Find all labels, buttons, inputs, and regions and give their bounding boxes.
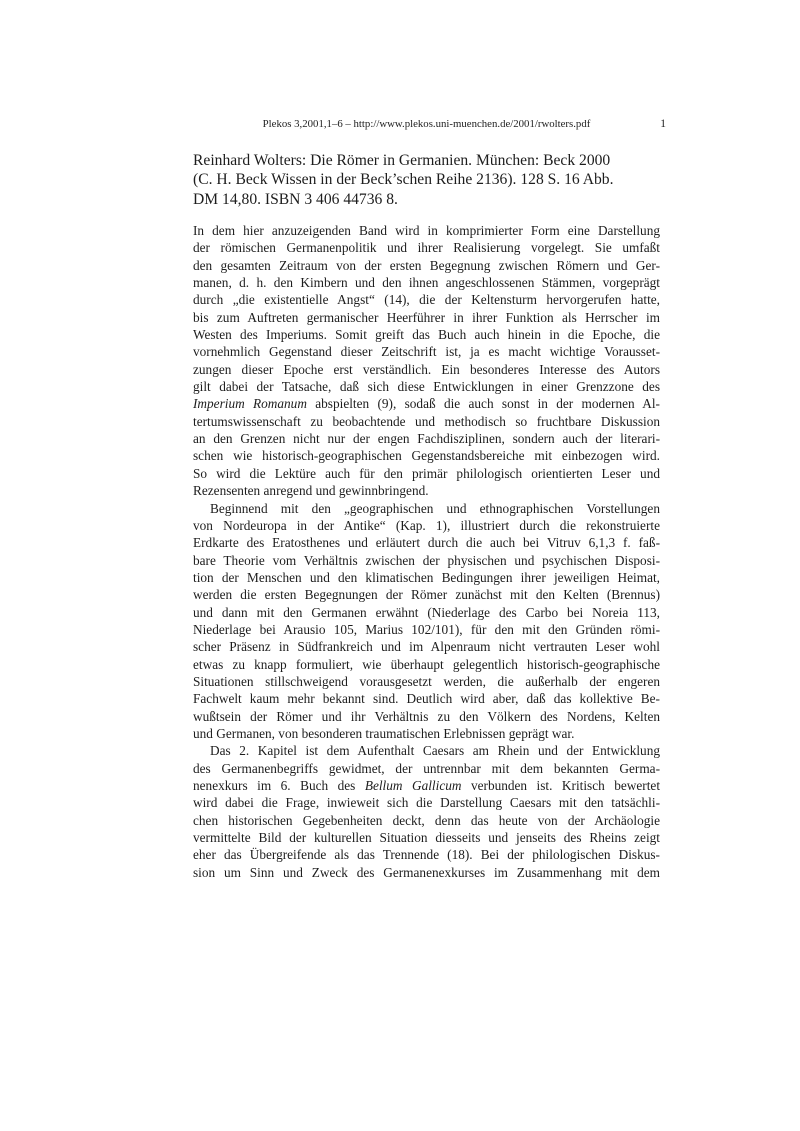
text-line: So wird die Lektüre auch für den primär philologisch orientierten Leser und (193, 465, 660, 481)
text-line: bare Theorie vom Verhältnis zwischen der physischen und psychischen Disposi- (193, 552, 660, 568)
text-line: Imperium Romanum abspielten (9), sodaß die auch sonst in der modernen Al- (193, 396, 660, 412)
title-line: (C. H. Beck Wissen in der Beck’schen Reihe 2136). 128 S. 16 Abb. (193, 171, 614, 189)
title-line: Reinhard Wolters: Die Römer in Germanien. München: Beck 2000 (193, 152, 611, 169)
running-header (193, 118, 666, 131)
title-line: DM 14,80. ISBN 3 406 44736 8. (193, 190, 398, 208)
text-line: sion um Sinn und Zweck des Germanenexkurses im Zusammenhang mit dem (193, 864, 660, 880)
text-line: von Nordeuropa in der Antike“ (Kap. 1), illustriert durch die rekonstruierte (193, 517, 660, 533)
text-line: Fachwelt kaum mehr bekannt sind. Deutlich wird aber, daß das kollektive Be- (193, 691, 660, 707)
text-line: vornehmlich Gegenstand dieser Zeitschrift ist, ja es macht wichtige Vorausset- (193, 344, 660, 360)
text-line: wußtsein der Römer und ihr Verhältnis zu den Völkern des Nordens, Kelten (193, 708, 660, 724)
body-text (193, 222, 660, 881)
text-line: schen wie historisch-geographischen Gegenstandsbereiche mit einbezogen wird. (193, 448, 660, 464)
text-line: werden die ersten Begegnungen der Römer zunächst mit den Kelten (Brennus) (193, 587, 660, 603)
text-line: Beginnend mit den „geographischen und ethnographischen Vorstellungen (210, 500, 660, 516)
text-line: und Germanen, von besonderen traumatischen Erlebnissen geprägt war. (193, 725, 575, 741)
text-line: wird dabei die Frage, inwieweit sich die Darstellung Caesars mit den tatsächli- (193, 795, 660, 811)
text-line: In dem hier anzuzeigenden Band wird in komprimierter Form eine Darstellung (193, 223, 660, 238)
text-line: scher Präsenz in Südfrankreich und im Alpenraum nicht vertrauten Leser wohl (193, 639, 660, 655)
text-line: Das 2. Kapitel ist dem Aufenthalt Caesars am Rhein und der Entwicklung (210, 743, 660, 759)
paragraph (193, 222, 660, 500)
text-line: und dann mit den Germanen erwähnt (Niederlage des Carbo bei Noreia 113, (193, 604, 660, 620)
text-line: den gesamten Zeitraum von der ersten Begegnung zwischen Römern und Ger- (193, 257, 660, 273)
header-citation: Plekos 3,2001,1–6 – http://www.plekos.uni-muenchen.de/2001/rwolters.pdf (262, 118, 591, 130)
text-line: Niederlage bei Arausio 105, Marius 102/101), für den mit den Gründen römi- (193, 621, 660, 637)
text-line: tion der Menschen und den klimatischen Bedingungen ihrer jeweiligen Heimat, (193, 569, 660, 585)
text-line: eher das Übergreifende als das Trennende (18). Bei der philologischen Diskus- (193, 847, 660, 863)
text-line: nenexkurs im 6. Buch des Bellum Gallicum verbunden ist. Kritisch bewertet (193, 778, 661, 793)
text-line: Rezensenten anregend und gewinnbringend. (193, 483, 429, 499)
text-line: zungen dieser Epoche erst verständlich. Ein besonderes Interesse des Autors (193, 361, 660, 377)
text-line: gilt dabei der Tatsache, daß sich diese Entwicklungen in einer Grenzzone des (193, 379, 660, 395)
text-line: an den Grenzen nicht nur der engen Fachdisziplinen, sondern auch der literari- (193, 431, 660, 447)
text-line: Situationen stillschweigend vorausgesetzt werden, die außerhalb der engeren (193, 673, 660, 689)
text-line: manen, d. h. den Kimbern und den ihnen angeschlossenen Stämmen, vorgeprägt (193, 275, 660, 291)
text-line: chen historischen Gegebenheiten deckt, denn das heute von der Archäologie (193, 812, 660, 828)
review-title-block (193, 151, 673, 209)
text-line: etwas zu knapp formuliert, wie überhaupt gelegentlich historisch-geographische (193, 656, 660, 672)
text-line: vermittelte Bild der kulturellen Situation diesseits und jenseits des Rheins zeigt (193, 830, 660, 846)
italic-term: Bellum Gallicum (364, 778, 462, 793)
text-line: tertumswissenschaft zu beobachtende und methodisch so fruchtbare Diskussion (193, 413, 660, 429)
page-number: 1 (660, 118, 666, 130)
paragraph (193, 742, 660, 881)
text-line: Erdkarte des Eratosthenes und erläutert durch die auch bei Vitruv 6,1,3 f. faß- (193, 535, 660, 551)
text-line: bis zum Auftreten germanischer Heerführer in ihrer Funktion als Herrscher im (193, 309, 660, 325)
paragraph (193, 500, 660, 743)
text-line: Westen des Imperiums. Somit greift das Buch auch hinein in die Epoche, die (193, 327, 660, 343)
italic-term: Imperium Romanum (193, 396, 307, 412)
text-line: des Germanenbegriffs gewidmet, der untrennbar mit dem bekannten Germa- (193, 760, 660, 776)
text-line: der römischen Germanenpolitik und ihrer Realisierung vorgelegt. Sie umfaßt (193, 240, 660, 256)
text-line: durch „die existentielle Angst“ (14), die der Keltensturm hervorgerufen hatte, (193, 292, 660, 308)
